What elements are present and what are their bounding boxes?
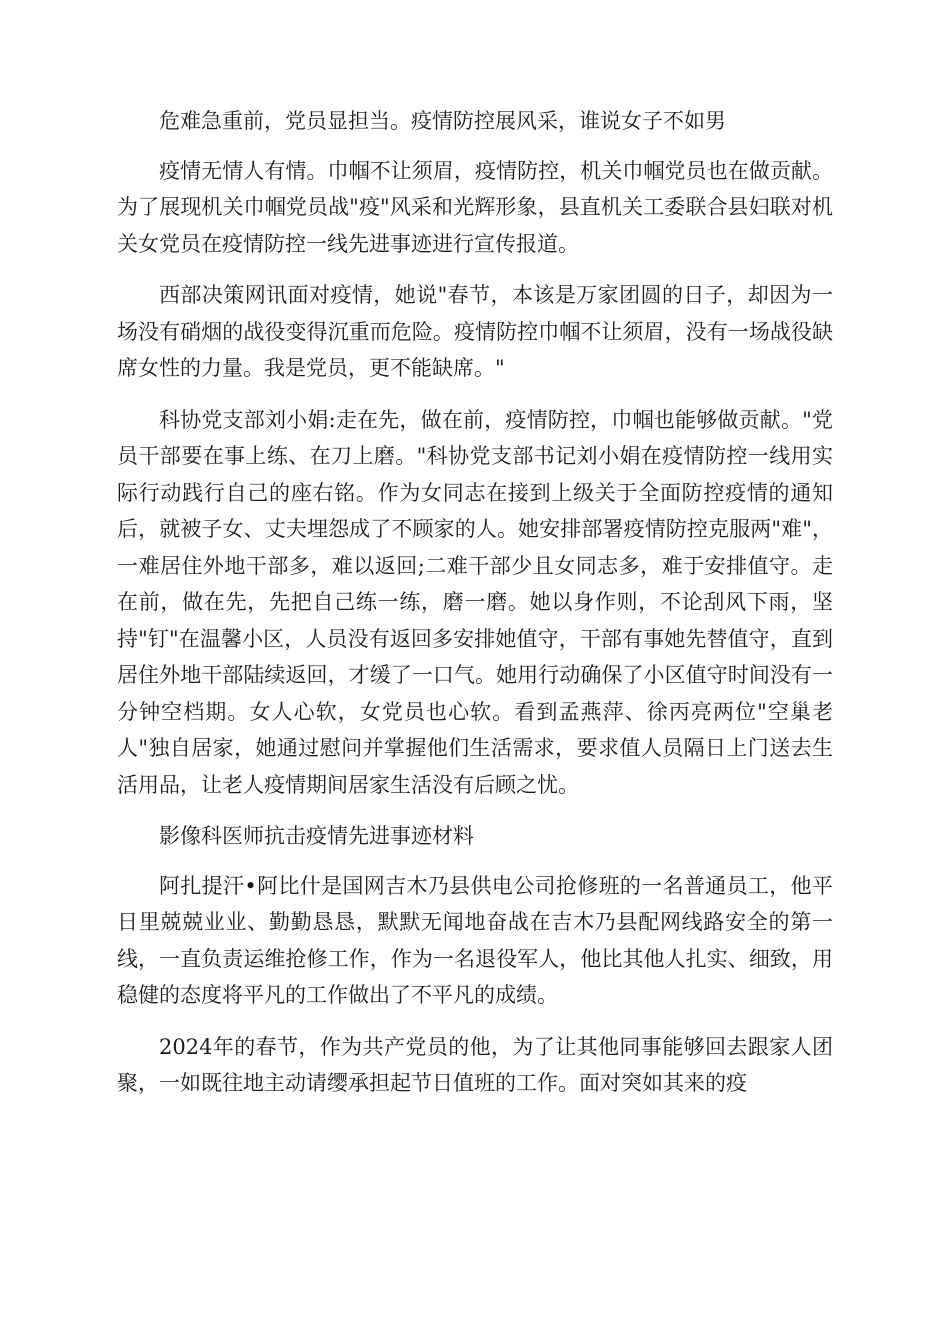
paragraph: 2024年的春节，作为共产党员的他，为了让其他同事能够回去跟家人团聚，一如既往地主动请缨承担起节日值班的工作。面对突如其来的疫 [117, 1034, 833, 1095]
paragraph: 阿扎提汗•阿比什是国网吉木乃县供电公司抢修班的一名普通员工，他平日里兢兢业业、勤勤恳恳，默默无闻地奋战在吉木乃县配网线路安全的第一线，一直负责运维抢修工作，作为一名退役军人，他比其他人扎实、细致，用稳健的态度将平凡的工作做出了不平凡的成绩。 [117, 873, 833, 1007]
paragraph-heading-1: 危难急重前，党员显担当。疫情防控展风采，谁说女子不如男 [159, 109, 726, 133]
paragraph: 疫情无情人有情。巾帼不让须眉，疫情防控，机关巾帼党员也在做贡献。为了展现机关巾帼党员战"疫"风采和光辉形象，县直机关工委联合县妇联对机关女党员在疫情防控一线先进事迹进行宣传报道。 [117, 158, 833, 256]
paragraph: 西部决策网讯面对疫情，她说"春节，本该是万家团圆的日子，却因为一场没有硝烟的战役变得沉重而危险。疫情防控巾帼不让须眉，没有一场战役缺席女性的力量。我是党员，更不能缺席。" [117, 283, 833, 380]
document-body [117, 103, 833, 1117]
paragraph: 科协党支部刘小娟:走在先，做在前，疫情防控，巾帼也能够做贡献。"党员干部要在事上练、在刀上磨。"科协党支部书记刘小娟在疫情防控一线用实际行动践行自己的座右铭。作为女同志在接到上级关于全面防控疫情的通知后，就被子女、丈夫埋怨成了不顾家的人。她安排部署疫情防控克服两"难"，一难居住外地干部多，难以返回;二难干部少且女同志多，难于安排值守。走在前，做在先，先把自己练一练，磨一磨。她以身作则，不论刮风下雨，坚持"钉"在温馨小区，人员没有返回多安排她值守，干部有事她先替值守，直到居住外地干部陆续返回，才缓了一口气。她用行动确保了小区值守时间没有一分钟空档期。女人心软，女党员也心软。看到孟燕萍、徐丙亮两位"空巢老人"独自居家，她通过慰问并掌握他们生活需求，要求值人员隔日上门送去生活用品，让老人疫情期间居家生活没有后顾之忧。 [117, 407, 833, 797]
paragraph-heading-2: 影像科医师抗击疫情先进事迹材料 [159, 824, 474, 848]
